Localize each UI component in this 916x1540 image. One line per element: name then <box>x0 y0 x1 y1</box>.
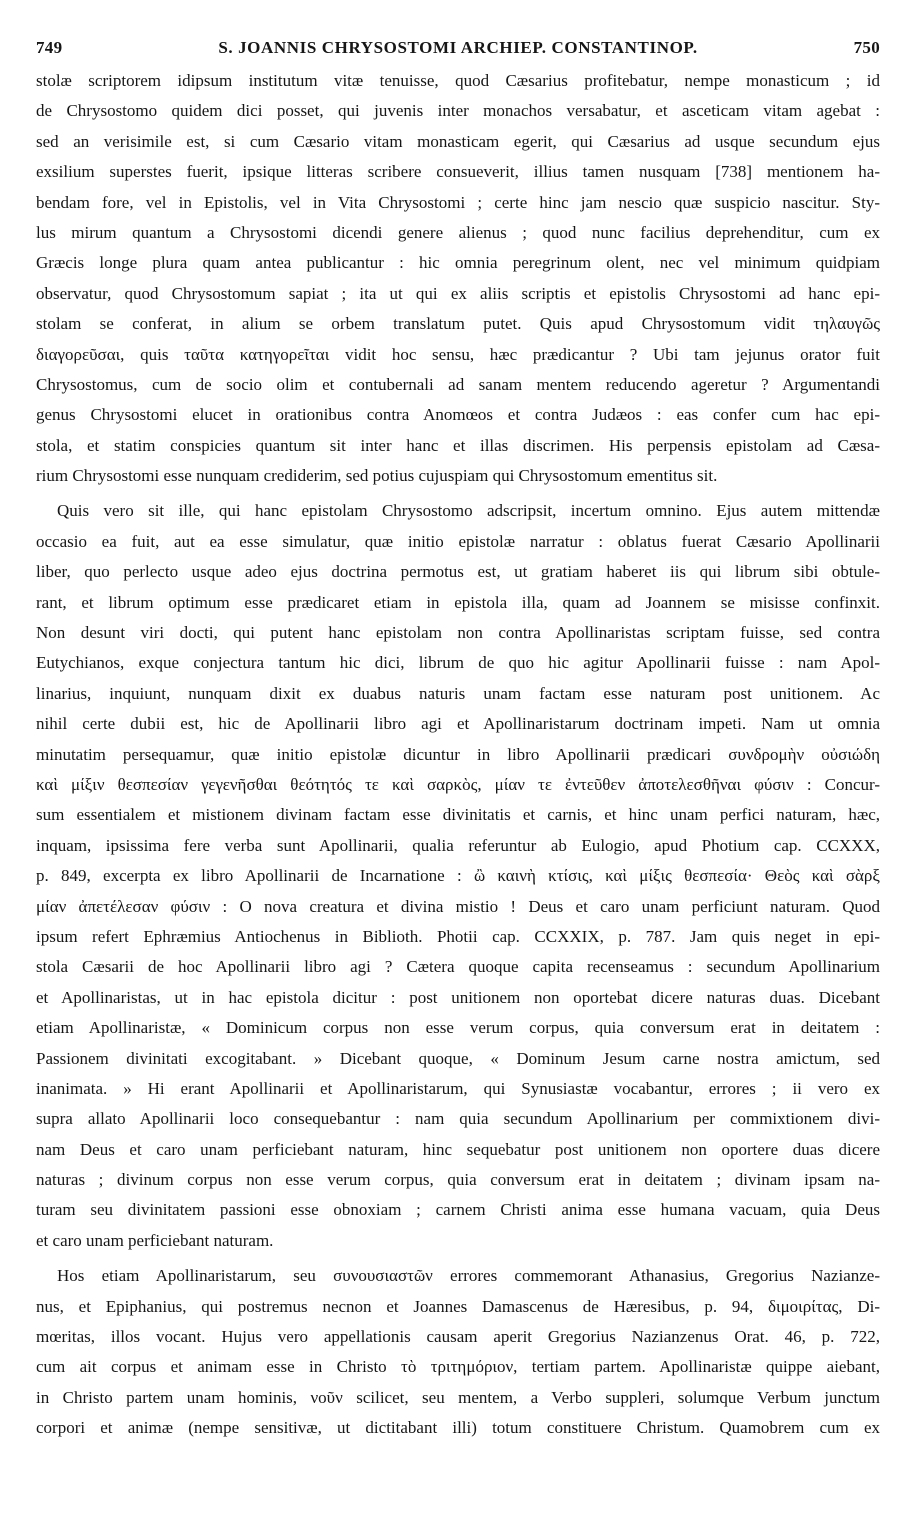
text-body <box>36 66 880 1444</box>
running-title: S. JOANNIS CHRYSOSTOMI ARCHIEP. CONSTANTINOP. <box>218 38 698 57</box>
text-line: mœritas, illos vocant. Hujus vero appellationis causam aperit Gregorius Nazianzenus Orat. 46, p. 722, <box>36 1327 880 1347</box>
paragraph-1 <box>36 66 880 491</box>
text-line: de Chrysostomo quidem dici posset, qui juvenis inter monachos versabatur, et asceticam vitam agebat : <box>36 101 880 121</box>
text-line: genus Chrysostomi elucet in orationibus contra Anomœos et contra Judæos : eas confer cum hac epi- <box>36 405 880 425</box>
text-line: supra allato Apollinarii loco consequebantur : nam quia secundum Apollinarium per commixtionem divi- <box>36 1109 880 1129</box>
text-line: Non desunt viri docti, qui putent hanc epistolam non contra Apollinaristas scriptam fuisse, sed contra <box>36 623 880 643</box>
text-line: lus mirum quantum a Chrysostomi dicendi genere alienus ; quod nunc facilius deprehenditur, cum ex <box>36 222 880 242</box>
text-line: liber, quo perlecto usque adeo ejus doctrina permotus est, ut gratiam haberet iis qui librum sibi obtule- <box>36 562 880 582</box>
text-line: inquam, ipsissima fere verba sunt Apollinarii, qualia referuntur ab Eulogio, apud Photium cap. CCXXX, <box>36 835 880 855</box>
running-header <box>36 38 880 58</box>
text-line: corpori et animæ (nempe sensitivæ, ut dictitabant illi) totum constituere Christum. Quamobrem cum ex <box>36 1418 880 1438</box>
text-line: Quis vero sit ille, qui hanc epistolam Chrysostomo adscripsit, incertum omnino. Ejus autem mittendæ <box>57 501 880 521</box>
text-line: καὶ μίξιν θεσπεσίαν γεγενῆσθαι θεότητός τε καὶ σαρκὸς, μίαν τε ἐντεῦθεν ἀποτελεσθῆναι φύσιν : Concur- <box>36 774 880 794</box>
text-line: etiam Apollinaristæ, « Dominicum corpus non esse verum corpus, quia conversum erat in deitatem : <box>36 1018 880 1038</box>
text-line: rium Chrysostomi esse nunquam crediderim, sed potius cujuspiam qui Chrysostomum ementitus sit. <box>36 466 718 486</box>
paragraph-2 <box>36 496 880 1256</box>
text-line: μίαν ἀπετέλεσαν φύσιν : O nova creatura et divina mistio ! Deus et caro unam perficiunt naturam. Quod <box>36 896 880 916</box>
text-line: nam Deus et caro unam perficiebant naturam, hinc sequebatur post unitionem non oportere duas dicere <box>36 1139 880 1159</box>
text-line: stola, et statim conspicies quantum sit inter hanc et illas discrimen. His perpensis epistolam ad Cæsa- <box>36 435 880 455</box>
text-line: stolæ scriptorem idipsum institutum vitæ tenuisse, quod Cæsarius profitebatur, nempe monasticum ; id <box>36 71 880 90</box>
text-line: Hos etiam Apollinaristarum, seu συνουσιαστῶν errores commemorant Athanasius, Gregorius Nazianze- <box>57 1266 880 1286</box>
text-line: διαγορεῦσαι, quis ταῦτα κατηγορεῖται vidit hoc sensu, hæc prædicantur ? Ubi tam jejunus orator fuit <box>36 344 880 364</box>
text-line: in Christo partem unam hominis, νοῦν scilicet, seu mentem, a Verbo suppleri, solumque Verbum junctum <box>36 1387 880 1407</box>
text-line: sum essentialem et mistionem divinam factam esse divinitatis et carnis, et hinc unam perfici naturam, hæc, <box>36 805 880 825</box>
text-line: inanimata. » Hi erant Apollinarii et Apollinaristarum, qui Synusiastæ vocabantur, errores ; ii vero ex <box>36 1078 880 1098</box>
text-line: nus, et Epiphanius, qui postremus necnon et Joannes Damascenus de Hæresibus, p. 94, διμοιρίτας, Di- <box>36 1296 880 1316</box>
paragraph-3 <box>36 1261 880 1443</box>
text-line: naturas ; divinum corpus non esse verum corpus, quia conversum erat in deitatem ; divinam ipsam na- <box>36 1170 880 1190</box>
text-line: linarius, inquiunt, nunquam dixit ex duabus naturis unam factam esse naturam post unitionem. Ac <box>36 683 880 703</box>
text-line: turam seu divinitatem passioni esse obnoxiam ; carnem Christi anima esse humana vacuam, quia Deus <box>36 1200 880 1220</box>
text-line: occasio ea fuit, aut ea esse simulatur, quæ initio epistolæ narratur : oblatus fuerat Cæsario Apollinarii <box>36 531 880 551</box>
text-line: Eutychianos, exque conjectura tantum hic dici, librum de quo hic agitur Apollinarii fuisse : nam Apol- <box>36 653 880 673</box>
text-line: sed an verisimile est, si cum Cæsario vitam monasticam egerit, qui Cæsarius ad usque secundum ejus <box>36 131 880 151</box>
text-line: cum ait corpus et animam esse in Christo τὸ τριτημόριον, tertiam partem. Apollinaristæ quippe aiebant, <box>36 1357 880 1377</box>
text-line: ipsum refert Ephræmius Antiochenus in Biblioth. Photii cap. CCXXIX, p. 787. Jam quis neget in epi- <box>36 926 880 946</box>
text-line: Chrysostomus, cum de socio olim et contubernali ad sanam mentem reducendo ageretur ? Argumentandi <box>36 374 880 394</box>
text-line: Græcis longe plura quam antea publicantur : hic omnia peregrinum olent, nec vel minimum quidpiam <box>36 253 880 273</box>
text-line: Passionem divinitati excogitabant. » Dicebant quoque, « Dominum Jesum carne nostra amictum, sed <box>36 1048 880 1068</box>
right-page-number: 750 <box>853 38 880 57</box>
text-line: minutatim persequamur, quæ initio epistolæ dicuntur in libro Apollinarii prædicari συνδρομὴν οὐσιώδη <box>36 744 880 764</box>
text-line: observatur, quod Chrysostomum sapiat ; ita ut qui ex aliis scriptis et epistolis Chrysostomi ad hanc epi- <box>36 283 880 303</box>
text-line: bendam fore, vel in Epistolis, vel in Vita Chrysostomi ; certe hinc jam nescio quæ suspicio nascitur. Sty- <box>36 192 880 212</box>
left-page-number: 749 <box>36 38 63 57</box>
text-line: stola Cæsarii de hoc Apollinarii libro agi ? Cætera quoque capita recenseamus : secundum Apollinarium <box>36 957 880 977</box>
text-line: rant, et librum optimum esse prædicaret etiam in epistola illa, quam ad Joannem se misisse confinxit. <box>36 592 880 612</box>
text-line: p. 849, excerpta ex libro Apollinarii de Incarnatione : ὢ καινὴ κτίσις, καὶ μίξις θεσπεσία· Θεὸς καὶ σὰρξ <box>36 866 880 886</box>
text-line: stolam se conferat, in alium se orbem translatum putet. Quis apud Chrysostomum vidit τηλαυγῶς <box>36 314 880 334</box>
text-line: et caro unam perficiebant naturam. <box>36 1230 274 1250</box>
text-line: nihil certe dubii est, hic de Apollinarii libro agi et Apollinaristarum doctrinam impeti. Nam ut omnia <box>36 714 880 734</box>
text-line: et Apollinaristas, ut in hac epistola dicitur : post unitionem non oportebat dicere naturas duas. Dicebant <box>36 987 880 1007</box>
text-line: exsilium superstes fuerit, ipsique litteras scribere consueverit, illius tamen nusquam [738] mentionem ha- <box>36 162 880 182</box>
